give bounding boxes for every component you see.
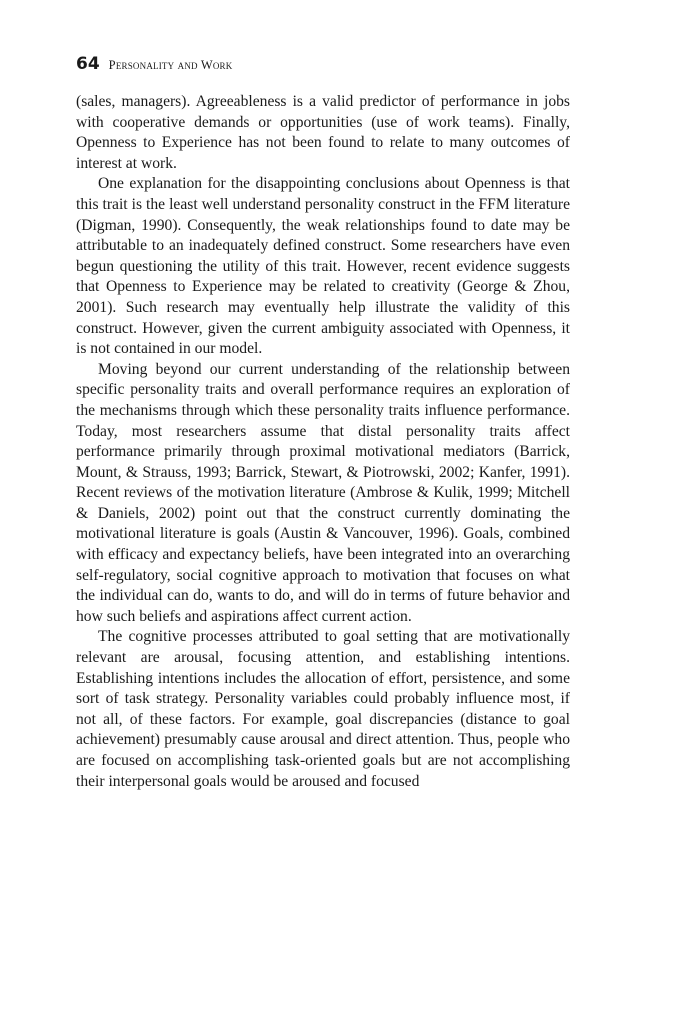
running-title: Personality and Work — [108, 58, 233, 72]
running-head — [76, 54, 232, 78]
paragraph-goal-setting: The cognitive processes attributed to goal setting that are motivationally relevant are arousal, focusing attention, and establishing intentions. Establishing intentions includes the allocation of effort, persistence, and some sort of task strategy. Personality variables could probably influence most, if not all, of these factors. For example, goal discrepancies (distance to goal achievement) presumably cause arousal and direct attention. Thus, people who are focused on accomplishing task-oriented goals but are not accomplishing their interpersonal goals would be aroused and focused — [76, 628, 570, 790]
body-text — [76, 92, 570, 792]
paragraph-continued: (sales, managers). Agreeableness is a valid predictor of performance in jobs with cooperative demands or opportunities (use of work teams). Finally, Openness to Experience has not been found to relate to many outcomes of interest at work. — [76, 93, 570, 172]
page-number: 64 — [76, 54, 100, 74]
paragraph-mechanisms: Moving beyond our current understanding of the relationship between specific personality traits and overall performance requires an exploration of the mechanisms through which these personality traits influence performance. Today, most researchers assume that distal personality traits affect performance primarily through proximal motivational mediators (Barrick, Mount, & Strauss, 1993; Barrick, Stewart, & Piotrowski, 2002; Kanfer, 1991). Recent reviews of the motivation literature (Ambrose & Kulik, 1999; Mitchell & Daniels, 2002) point out that the construct currently dominating the motivational literature is goals (Austin & Vancouver, 1996). Goals, combined with efficacy and expectancy beliefs, have been integrated into an overarching self-regulatory, social cognitive approach to motivation that focuses on what the individual can do, wants to do, and will do in terms of future behavior and how such beliefs and aspirations affect current action. — [76, 360, 570, 625]
paragraph-openness: One explanation for the disappointing conclusions about Openness is that this trait is the least well understand personality construct in the FFM literature (Digman, 1990). Consequently, the weak relationships found to date may be attributable to an inadequately defined construct. Some researchers have even begun questioning the utility of this trait. However, recent evidence suggests that Openness to Experience may be related to creativity (George & Zhou, 2001). Such research may eventually help illustrate the validity of this construct. However, given the current ambiguity associated with Openness, it is not contained in our model. — [76, 175, 570, 358]
